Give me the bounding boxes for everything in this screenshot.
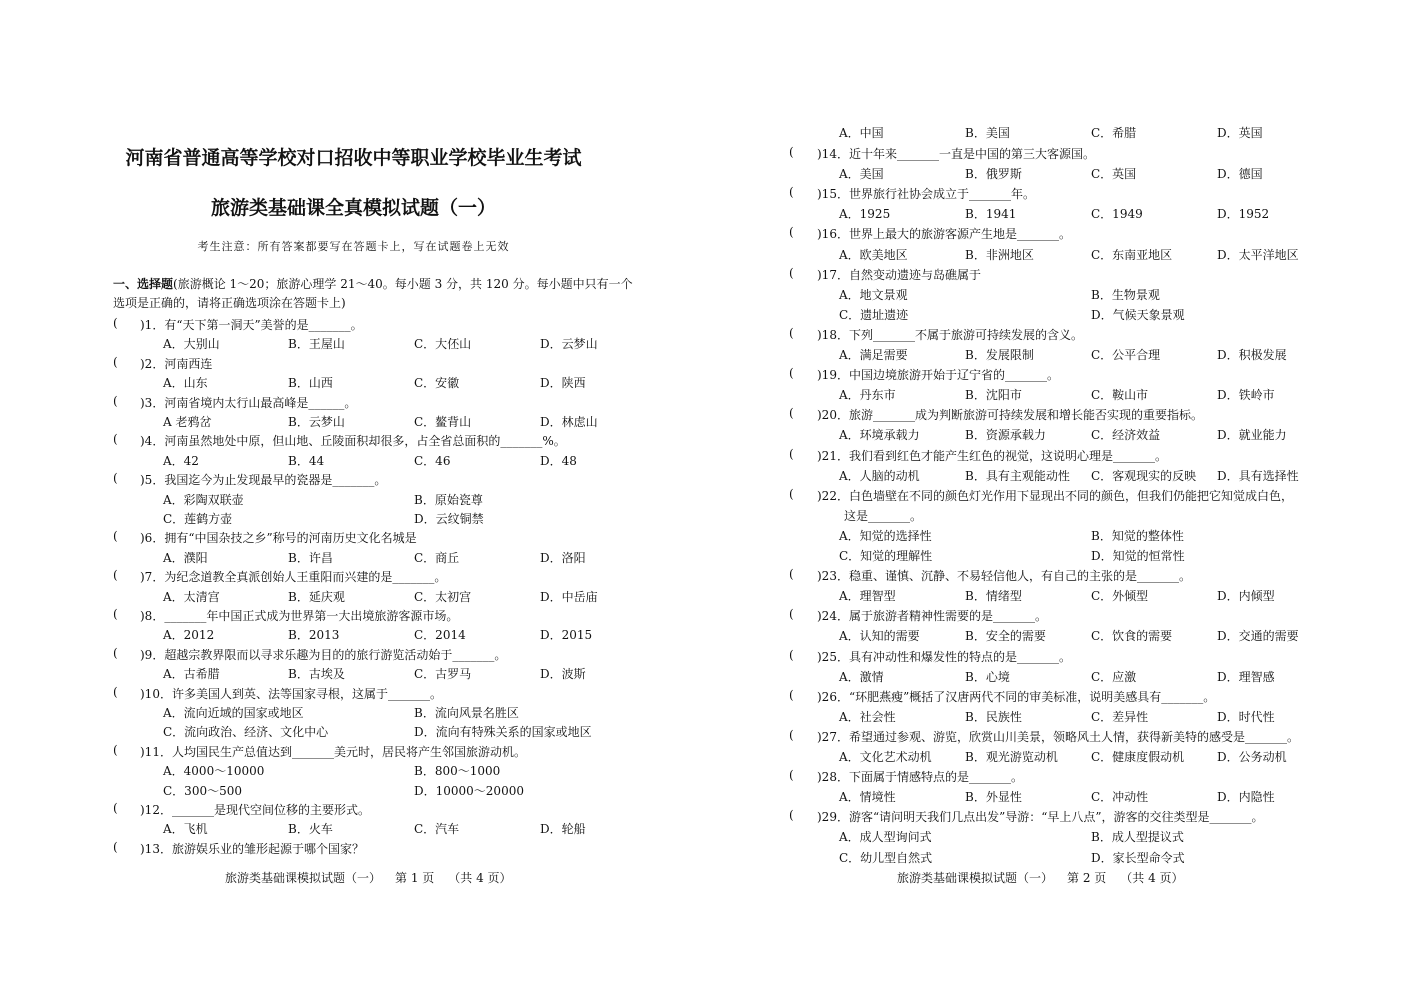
- option-d[interactable]: D．10000～20000: [414, 783, 524, 798]
- question-stem: )21．我们看到红色才能产生红色的视觉，这说明心理是_______。: [817, 448, 1167, 463]
- exam-title: 河南省普通高等学校对口招收中等职业学校毕业生考试: [125, 147, 582, 169]
- option-c[interactable]: C．幼儿型自然式: [839, 850, 933, 865]
- answer-bracket: (: [789, 486, 794, 501]
- section-description: (旅游概论 1～20；旅游心理学 21～40。每小题 3 分，共 120 分。每小题中只有一个选项是正确的，请将正确选项涂在答题卡上): [113, 277, 633, 310]
- option-c[interactable]: C．鳌背山: [414, 415, 472, 429]
- option-b[interactable]: B．古埃及: [288, 667, 345, 682]
- option-b[interactable]: B．心境: [965, 669, 1010, 684]
- option-b[interactable]: B．2013: [288, 628, 340, 643]
- answer-bracket: (: [789, 366, 794, 381]
- option-b[interactable]: B．云梦山: [288, 415, 345, 429]
- answer-bracket: (: [113, 742, 118, 757]
- question-stem: )9．超越宗教界限而以寻求乐趣为目的的旅行游览活动始于_______。: [140, 647, 507, 662]
- option-a[interactable]: A．满足需要: [839, 348, 908, 362]
- option-d[interactable]: D．铁岭市: [1217, 388, 1275, 403]
- question-stem: )7．为纪念道教全真派创始人王重阳而兴建的是_______。: [140, 570, 447, 585]
- question-stem: )24．属于旅游者精神性需要的是_______。: [817, 609, 1047, 624]
- answer-bracket: (: [789, 768, 794, 783]
- option-c[interactable]: C．差异性: [1091, 709, 1149, 724]
- option-a[interactable]: A．环境承载力: [839, 428, 920, 443]
- option-a[interactable]: A．山东: [163, 376, 208, 391]
- option-d[interactable]: D．公务动机: [1217, 750, 1287, 764]
- option-d[interactable]: D．具有选择性: [1217, 468, 1299, 483]
- option-a[interactable]: A．古希腊: [163, 667, 220, 682]
- option-b[interactable]: B．原始瓷尊: [414, 492, 483, 507]
- option-d[interactable]: D．气候天象景观: [1091, 307, 1185, 322]
- option-a[interactable]: A．濮阳: [163, 550, 208, 565]
- footer-page-number: 第 2 页: [1067, 871, 1107, 885]
- option-d[interactable]: D．时代性: [1217, 709, 1275, 724]
- question-stem-continued: 这是_______。: [844, 508, 923, 523]
- option-c[interactable]: C．莲鹤方壶: [163, 512, 233, 526]
- option-b[interactable]: B．情绪型: [965, 589, 1022, 604]
- page-footer: [225, 869, 526, 886]
- page-footer: [897, 869, 1198, 886]
- option-b[interactable]: B．外显性: [965, 790, 1022, 805]
- question-stem: )2．河南西连: [140, 356, 213, 371]
- option-c[interactable]: C．公平合理: [1091, 348, 1161, 362]
- option-b[interactable]: B．成人型提议式: [1091, 830, 1184, 845]
- option-d[interactable]: D．轮船: [540, 822, 586, 837]
- option-d[interactable]: D．洛阳: [540, 550, 586, 565]
- candidate-notice: 考生注意：所有答案都要写在答题卡上，写在试题卷上无效: [197, 240, 510, 253]
- question-stem: )17．自然变动遗迹与岛礁属于: [817, 267, 981, 282]
- exam-subtitle: 旅游类基础课全真模拟试题（一）: [210, 197, 496, 219]
- footer-exam-name: 旅游类基础课模拟试题（一）: [897, 871, 1054, 885]
- option-a[interactable]: A．认知的需要: [839, 629, 920, 644]
- option-b[interactable]: B．具有主观能动性: [965, 468, 1070, 483]
- answer-bracket: (: [789, 607, 794, 622]
- question-stem: )27．希望通过参观、游览，欣赏山川美景，领略风土人情，获得新美特的感受是_______。: [817, 729, 1299, 744]
- question-stem: )12．_______是现代空间位移的主要形式。: [140, 803, 370, 817]
- option-d[interactable]: D．1952: [1217, 207, 1270, 222]
- answer-bracket: (: [789, 185, 794, 200]
- answer-bracket: (: [789, 567, 794, 582]
- question-stem: )4．河南虽然地处中原，但山地、丘陵面积却很多，占全省总面积的_______%。: [140, 434, 566, 449]
- section-instructions: [113, 275, 633, 313]
- option-c[interactable]: C．300～500: [163, 783, 242, 798]
- option-c[interactable]: C．英国: [1091, 167, 1137, 182]
- option-c[interactable]: C．大伾山: [414, 337, 472, 352]
- option-d[interactable]: D．陕西: [540, 376, 586, 391]
- option-c[interactable]: C．汽车: [414, 822, 460, 837]
- option-b[interactable]: B．安全的需要: [965, 629, 1046, 644]
- answer-bracket: (: [789, 265, 794, 280]
- footer-page-total: （共 4 页）: [1120, 871, 1184, 885]
- option-b[interactable]: B．1941: [965, 207, 1017, 222]
- option-c[interactable]: C．客观现实的反映: [1091, 468, 1197, 483]
- option-a[interactable]: A．欧美地区: [839, 247, 908, 262]
- answer-bracket: (: [113, 645, 118, 660]
- option-d[interactable]: D．48: [540, 453, 577, 468]
- option-c[interactable]: C．应激: [1091, 669, 1137, 684]
- option-b[interactable]: B．资源承载力: [965, 428, 1046, 443]
- footer-page-number: 第 1 页: [395, 871, 435, 885]
- option-b[interactable]: B．44: [288, 453, 325, 468]
- option-b[interactable]: B．观光游览动机: [965, 750, 1058, 764]
- option-b[interactable]: B．非洲地区: [965, 247, 1034, 262]
- option-b[interactable]: B．王屋山: [288, 337, 345, 352]
- option-d[interactable]: D．内倾型: [1217, 589, 1275, 604]
- answer-bracket: (: [789, 727, 794, 742]
- option-b[interactable]: B．发展限制: [965, 348, 1034, 362]
- option-d[interactable]: D．家长型命令式: [1091, 850, 1185, 865]
- answer-bracket: (: [789, 687, 794, 702]
- option-b[interactable]: B．美国: [965, 126, 1010, 140]
- option-a[interactable]: A．大别山: [163, 337, 220, 352]
- question-stem: )28．下面属于情感特点的是_______。: [817, 770, 1023, 785]
- option-a[interactable]: A．中国: [839, 126, 884, 140]
- answer-bracket: (: [113, 432, 118, 447]
- answer-bracket: (: [113, 471, 118, 486]
- option-d[interactable]: D．波斯: [540, 667, 586, 682]
- option-c[interactable]: C．经济效益: [1091, 428, 1161, 443]
- option-b[interactable]: B．延庆观: [288, 589, 345, 604]
- option-d[interactable]: D．知觉的恒常性: [1091, 549, 1185, 563]
- answer-bracket: (: [789, 808, 794, 823]
- question-stem: )15．世界旅行社协会成立于_______年。: [817, 187, 1035, 202]
- option-d[interactable]: D．中岳庙: [540, 589, 598, 604]
- option-d[interactable]: D．林虑山: [540, 415, 598, 429]
- option-c[interactable]: C．1949: [1091, 207, 1143, 222]
- option-c[interactable]: C．遗址遗迹: [839, 307, 909, 322]
- option-a[interactable]: A．文化艺术动机: [839, 750, 932, 764]
- option-b[interactable]: B．知觉的整体性: [1091, 528, 1184, 543]
- question-stem: )8．_______年中国正式成为世界第一大出境旅游客源市场。: [140, 609, 459, 623]
- answer-bracket: (: [789, 446, 794, 461]
- answer-bracket: (: [789, 145, 794, 159]
- option-c[interactable]: C．古罗马: [414, 667, 472, 682]
- option-c[interactable]: C．太初宫: [414, 589, 472, 604]
- option-c[interactable]: C．健康度假动机: [1091, 750, 1185, 764]
- answer-bracket: (: [113, 684, 118, 699]
- option-d[interactable]: D．就业能力: [1217, 428, 1287, 443]
- question-stem: )22．白色墙壁在不同的颜色灯光作用下显现出不同的颜色，但我们仍能把它知觉成白色，: [817, 488, 1293, 503]
- question-stem: )14．近十年来_______一直是中国的第三大客源国。: [817, 147, 1095, 161]
- option-d[interactable]: D．太平洋地区: [1217, 247, 1299, 262]
- footer-page-total: （共 4 页）: [448, 871, 512, 885]
- answer-bracket: (: [113, 316, 118, 330]
- option-b[interactable]: B．山西: [288, 376, 333, 391]
- option-a[interactable]: A．飞机: [163, 822, 208, 837]
- option-d[interactable]: D．交通的需要: [1217, 629, 1299, 644]
- question-stem: )16．世界上最大的旅游客源产生地是_______。: [817, 227, 1071, 242]
- question-stem: )23．稳重、谨慎、沉静、不易轻信他人，有自己的主张的是_______。: [817, 569, 1191, 584]
- option-a[interactable]: A．太清宫: [163, 589, 220, 604]
- option-a[interactable]: A．丹东市: [839, 388, 896, 403]
- answer-bracket: (: [789, 325, 794, 340]
- option-b[interactable]: B．火车: [288, 822, 333, 837]
- option-a[interactable]: A．1925: [839, 207, 891, 222]
- answer-bracket: (: [113, 607, 118, 621]
- option-c[interactable]: C．冲动性: [1091, 790, 1149, 805]
- option-d[interactable]: D．2015: [540, 628, 593, 643]
- question-stem: )3．河南省境内太行山最高峰是______。: [140, 395, 357, 410]
- question-stem: )19．中国边境旅游开始于辽宁省的_______。: [817, 368, 1059, 383]
- answer-bracket: (: [113, 568, 118, 583]
- option-c[interactable]: C．2014: [414, 628, 466, 643]
- option-d[interactable]: D．英国: [1217, 126, 1263, 140]
- option-c[interactable]: C．安徽: [414, 376, 460, 391]
- option-a[interactable]: A．4000～10000: [163, 764, 265, 779]
- option-c[interactable]: C．46: [414, 453, 451, 468]
- question-stem: )25．具有冲动性和爆发性的特点的是_______。: [817, 649, 1071, 664]
- question-stem: )11．人均国民生产总值达到_______美元时，居民将产生邻国旅游动机。: [140, 744, 526, 759]
- option-a[interactable]: A．42: [163, 453, 199, 468]
- answer-bracket: (: [113, 354, 118, 369]
- option-c[interactable]: C．希腊: [1091, 126, 1137, 140]
- answer-bracket: (: [789, 647, 794, 662]
- option-b[interactable]: B．俄罗斯: [965, 167, 1022, 182]
- option-a[interactable]: A．人脑的动机: [839, 468, 920, 483]
- option-d[interactable]: D．云纹铜禁: [414, 512, 484, 526]
- option-c[interactable]: C．流向政治、经济、文化中心: [163, 725, 329, 740]
- option-a[interactable]: A．2012: [163, 628, 215, 643]
- question-stem: )26．“环肥燕瘦”概括了汉唐两代不同的审美标准，说明美感具有_______。: [817, 689, 1216, 704]
- answer-bracket: (: [113, 839, 118, 854]
- option-b[interactable]: B．民族性: [965, 709, 1022, 724]
- option-b[interactable]: B．许昌: [288, 550, 333, 565]
- option-a[interactable]: A．社会性: [839, 709, 896, 724]
- option-a[interactable]: A．成人型询问式: [839, 830, 932, 845]
- answer-bracket: (: [113, 393, 118, 408]
- option-d[interactable]: D．积极发展: [1217, 348, 1287, 362]
- footer-exam-name: 旅游类基础课模拟试题（一）: [225, 871, 382, 885]
- question-stem: )18．下列_______不属于旅游可持续发展的含义。: [817, 327, 1083, 342]
- option-b[interactable]: B．沈阳市: [965, 388, 1022, 403]
- option-a[interactable]: A．流向近域的国家或地区: [163, 706, 304, 720]
- option-a[interactable]: A．激情: [839, 669, 884, 684]
- option-a[interactable]: A．地文景观: [839, 287, 908, 302]
- section-heading: 一、选择题: [113, 277, 174, 291]
- answer-bracket: (: [113, 801, 118, 815]
- question-stem: )6．拥有“中国杂技之乡”称号的河南历史文化名城是: [140, 531, 417, 546]
- option-d[interactable]: D．内隐性: [1217, 790, 1275, 805]
- option-a[interactable]: A．知觉的选择性: [839, 528, 932, 543]
- option-c[interactable]: C．外倾型: [1091, 589, 1149, 604]
- option-c[interactable]: C．商丘: [414, 550, 460, 565]
- question-stem: )29．游客“请问明天我们几点出发”导游：“早上八点”，游客的交往类型是_______。: [817, 810, 1264, 825]
- option-a[interactable]: A．理智型: [839, 589, 896, 604]
- option-c[interactable]: C．知觉的理解性: [839, 549, 933, 563]
- option-b[interactable]: B．800～1000: [414, 764, 501, 779]
- option-b[interactable]: B．生物景观: [1091, 287, 1160, 302]
- option-c[interactable]: C．饮食的需要: [1091, 629, 1173, 644]
- option-d[interactable]: D．流向有特殊关系的国家或地区: [414, 725, 592, 740]
- option-c[interactable]: C．东南亚地区: [1091, 247, 1173, 262]
- option-c[interactable]: C．鞍山市: [1091, 388, 1149, 403]
- option-a[interactable]: A 老鸦岔: [163, 415, 212, 429]
- question-stem: )5．我国迄今为止发现最早的瓷器是_______。: [140, 473, 387, 488]
- option-b[interactable]: B．流向风景名胜区: [414, 706, 519, 720]
- answer-bracket: (: [789, 225, 794, 240]
- answer-bracket: (: [789, 406, 794, 421]
- question-stem: )13．旅游娱乐业的雏形起源于哪个国家？: [140, 841, 364, 856]
- option-a[interactable]: A．情境性: [839, 790, 896, 805]
- question-stem: )1．有“天下第一洞天”美誉的是_______。: [140, 318, 363, 332]
- answer-bracket: (: [113, 529, 118, 544]
- option-d[interactable]: D．云梦山: [540, 337, 598, 352]
- option-d[interactable]: D．德国: [1217, 167, 1263, 182]
- option-d[interactable]: D．理智感: [1217, 669, 1275, 684]
- option-a[interactable]: A．美国: [839, 167, 884, 182]
- question-stem: )10．许多美国人到英、法等国家寻根，这属于_______。: [140, 686, 442, 701]
- question-stem: )20．旅游_______成为判断旅游可持续发展和增长能否实现的重要指标。: [817, 408, 1203, 423]
- option-a[interactable]: A．彩陶双联壶: [163, 492, 244, 507]
